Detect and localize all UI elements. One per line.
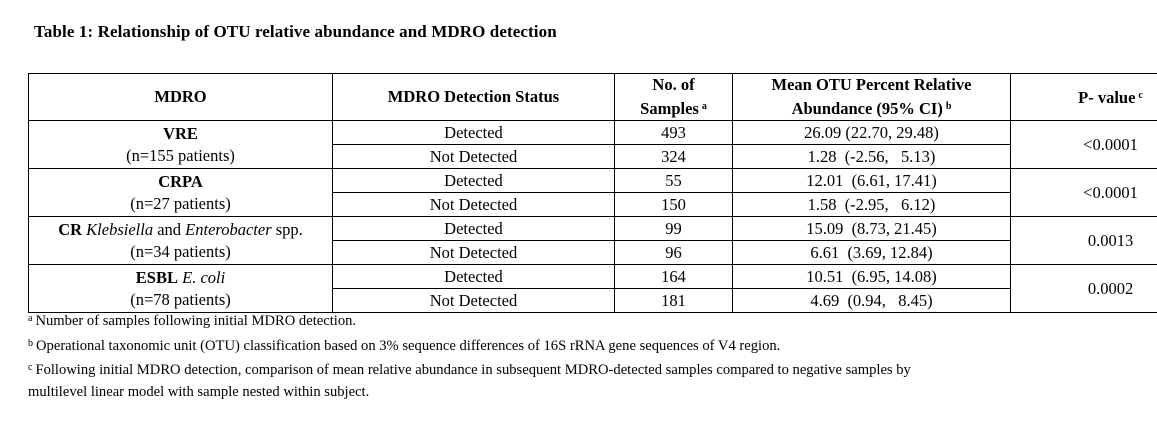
header-no-of-samples: No. of Samples $^a$: [615, 74, 733, 121]
samples-cell: 324: [615, 145, 733, 169]
header-mean-abundance: Mean OTU Percent Relative Abundance (95% CI) $^b$: [733, 74, 1011, 121]
mdro-group-cr-klebsiella-enterobacter: CR Klebsiella and Enterobacter spp. (n=34 patients): [29, 217, 333, 265]
abundance-cell: 15.09 (8.73, 21.45): [733, 217, 1011, 241]
table-row: [29, 121, 1157, 145]
mdro-group-esbl-e-coli: ESBL E. coli (n=78 patients): [29, 265, 333, 313]
p-value-cell: <0.0001: [1011, 121, 1157, 169]
samples-cell: 99: [615, 217, 733, 241]
header-detection-status: MDRO Detection Status: [333, 74, 615, 121]
table-row: [29, 265, 1157, 289]
status-cell: Detected: [333, 217, 615, 241]
footnote-a: $^a$ Number of samples following initial MDRO detection.: [28, 313, 357, 329]
footnotes: [28, 308, 911, 403]
table-row: [29, 169, 1157, 193]
samples-cell: 181: [615, 289, 733, 313]
status-cell: Not Detected: [333, 145, 615, 169]
header-p-value: P- value $^c$: [1011, 74, 1157, 121]
abundance-cell: 10.51 (6.95, 14.08): [733, 265, 1011, 289]
abundance-cell: 26.09 (22.70, 29.48): [733, 121, 1011, 145]
results-table: [28, 73, 1157, 313]
p-value-cell: 0.0013: [1011, 217, 1157, 265]
p-value-cell: <0.0001: [1011, 169, 1157, 217]
abundance-cell: 1.28 (-2.56, 5.13): [733, 145, 1011, 169]
footnote-c: $^c$ Following initial MDRO detection, comparison of mean relative abundance in subsequent MDRO-detected samples compared to negative samples by: [28, 362, 911, 378]
abundance-cell: 4.69 (0.94, 8.45): [733, 289, 1011, 313]
samples-cell: 164: [615, 265, 733, 289]
footnote-mark-c: c: [1138, 90, 1143, 101]
abundance-cell: 12.01 (6.61, 17.41): [733, 169, 1011, 193]
status-cell: Not Detected: [333, 241, 615, 265]
footnote-b: $^b$ Operational taxonomic unit (OTU) classification based on 3% sequence differences of 16S rRNA gene sequences of V4 region.: [28, 337, 781, 354]
footnote-mark-a: a: [701, 101, 707, 112]
mdro-group-crpa: CRPA (n=27 patients): [29, 169, 333, 217]
header-mdro: MDRO: [29, 74, 333, 121]
status-cell: Not Detected: [333, 289, 615, 313]
header-row: [29, 74, 1157, 121]
mdro-group-vre: VRE (n=155 patients): [29, 121, 333, 169]
table-row: [29, 217, 1157, 241]
p-value-cell: 0.0002: [1011, 265, 1157, 313]
status-cell: Detected: [333, 265, 615, 289]
samples-cell: 493: [615, 121, 733, 145]
status-cell: Not Detected: [333, 193, 615, 217]
status-cell: Detected: [333, 121, 615, 145]
samples-cell: 96: [615, 241, 733, 265]
abundance-cell: 1.58 (-2.95, 6.12): [733, 193, 1011, 217]
footnote-c-continued: multilevel linear model with sample nested within subject.: [28, 383, 370, 400]
table-caption: Table 1: Relationship of OTU relative abundance and MDRO detection: [34, 22, 557, 41]
footnote-mark-b: b: [945, 101, 952, 112]
samples-cell: 150: [615, 193, 733, 217]
status-cell: Detected: [333, 169, 615, 193]
samples-cell: 55: [615, 169, 733, 193]
abundance-cell: 6.61 (3.69, 12.84): [733, 241, 1011, 265]
